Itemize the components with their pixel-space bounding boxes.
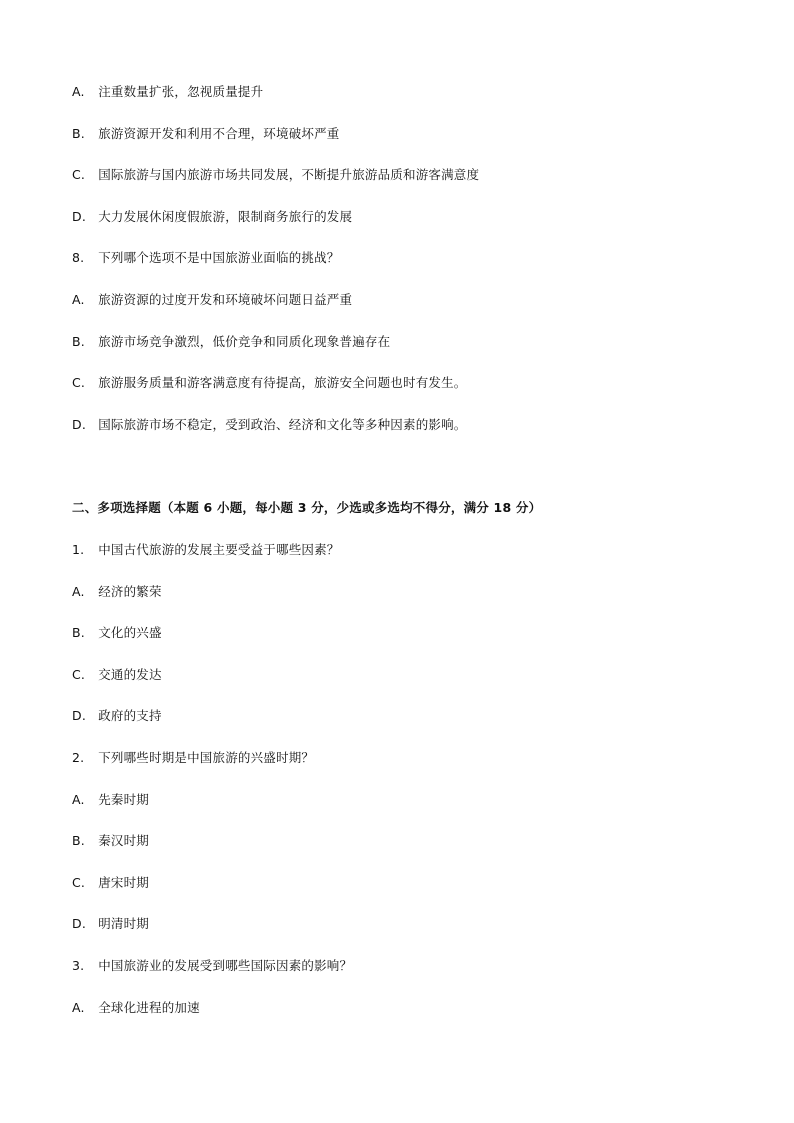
question-text: 中国旅游业的发展受到哪些国际因素的影响？ (98, 958, 353, 973)
option-key: A. (72, 292, 85, 307)
option-key: C. (72, 167, 86, 182)
question-number: 8. (72, 250, 85, 265)
option-key: B. (72, 625, 85, 640)
question-number: 1. (72, 542, 85, 557)
option-key: A. (72, 1000, 85, 1015)
q8-option-a (72, 292, 352, 308)
mq2-option-a (72, 792, 149, 808)
option-key: C. (72, 875, 86, 890)
mq-1 (72, 542, 340, 558)
question-8 (72, 250, 340, 266)
q8-option-c (72, 375, 467, 391)
option-text: 大力发展休闲度假旅游，限制商务旅行的发展 (98, 209, 353, 224)
question-text: 下列哪个选项不是中国旅游业面临的挑战？ (98, 250, 340, 265)
q8-option-b (72, 334, 390, 350)
option-key: D. (72, 417, 86, 432)
question-text: 下列哪些时期是中国旅游的兴盛时期？ (98, 750, 315, 765)
option-text: 旅游资源开发和利用不合理，环境破坏严重 (98, 126, 340, 141)
question-number: 3. (72, 958, 85, 973)
option-text: 交通的发达 (98, 667, 162, 682)
option-text: 国际旅游市场不稳定，受到政治、经济和文化等多种因素的影响。 (98, 417, 467, 432)
mq1-option-b (72, 625, 162, 641)
option-text: 唐宋时期 (98, 875, 149, 890)
option-text: 经济的繁荣 (98, 584, 162, 599)
option-text: 旅游市场竞争激烈，低价竞争和同质化现象普遍存在 (98, 334, 391, 349)
option-key: D. (72, 708, 86, 723)
question-text: 中国古代旅游的发展主要受益于哪些因素？ (98, 542, 340, 557)
option-key: A. (72, 792, 85, 807)
mq2-option-b (72, 833, 149, 849)
option-key: B. (72, 334, 85, 349)
option-key: D. (72, 209, 86, 224)
q8-option-d (72, 417, 467, 433)
mq1-option-c (72, 667, 162, 683)
mq-3 (72, 958, 352, 974)
option-text: 明清时期 (98, 916, 149, 931)
mq3-option-a (72, 1000, 200, 1016)
mq1-option-a (72, 584, 162, 600)
question-number: 2. (72, 750, 85, 765)
mq2-option-d (72, 916, 149, 932)
mq1-option-d (72, 708, 162, 724)
option-b (72, 126, 340, 142)
option-text: 文化的兴盛 (98, 625, 162, 640)
option-key: B. (72, 126, 85, 141)
option-text: 政府的支持 (98, 708, 162, 723)
option-key: C. (72, 667, 86, 682)
option-text: 国际旅游与国内旅游市场共同发展，不断提升旅游品质和游客满意度 (98, 167, 480, 182)
option-key: A. (72, 84, 85, 99)
option-a (72, 84, 263, 100)
section-heading: 二、多项选择题（本题 6 小题，每小题 3 分，少选或多选均不得分，满分 18 分） (72, 500, 542, 515)
option-key: D. (72, 916, 86, 931)
option-text: 旅游资源的过度开发和环境破坏问题日益严重 (98, 292, 353, 307)
mq-2 (72, 750, 314, 766)
option-text: 秦汉时期 (98, 833, 149, 848)
option-text: 全球化进程的加速 (98, 1000, 200, 1015)
option-key: C. (72, 375, 86, 390)
option-d (72, 209, 352, 225)
option-text: 旅游服务质量和游客满意度有待提高，旅游安全问题也时有发生。 (98, 375, 467, 390)
mq2-option-c (72, 875, 149, 891)
option-key: A. (72, 584, 85, 599)
option-c (72, 167, 479, 183)
option-key: B. (72, 833, 85, 848)
option-text: 先秦时期 (98, 792, 149, 807)
option-text: 注重数量扩张，忽视质量提升 (98, 84, 264, 99)
